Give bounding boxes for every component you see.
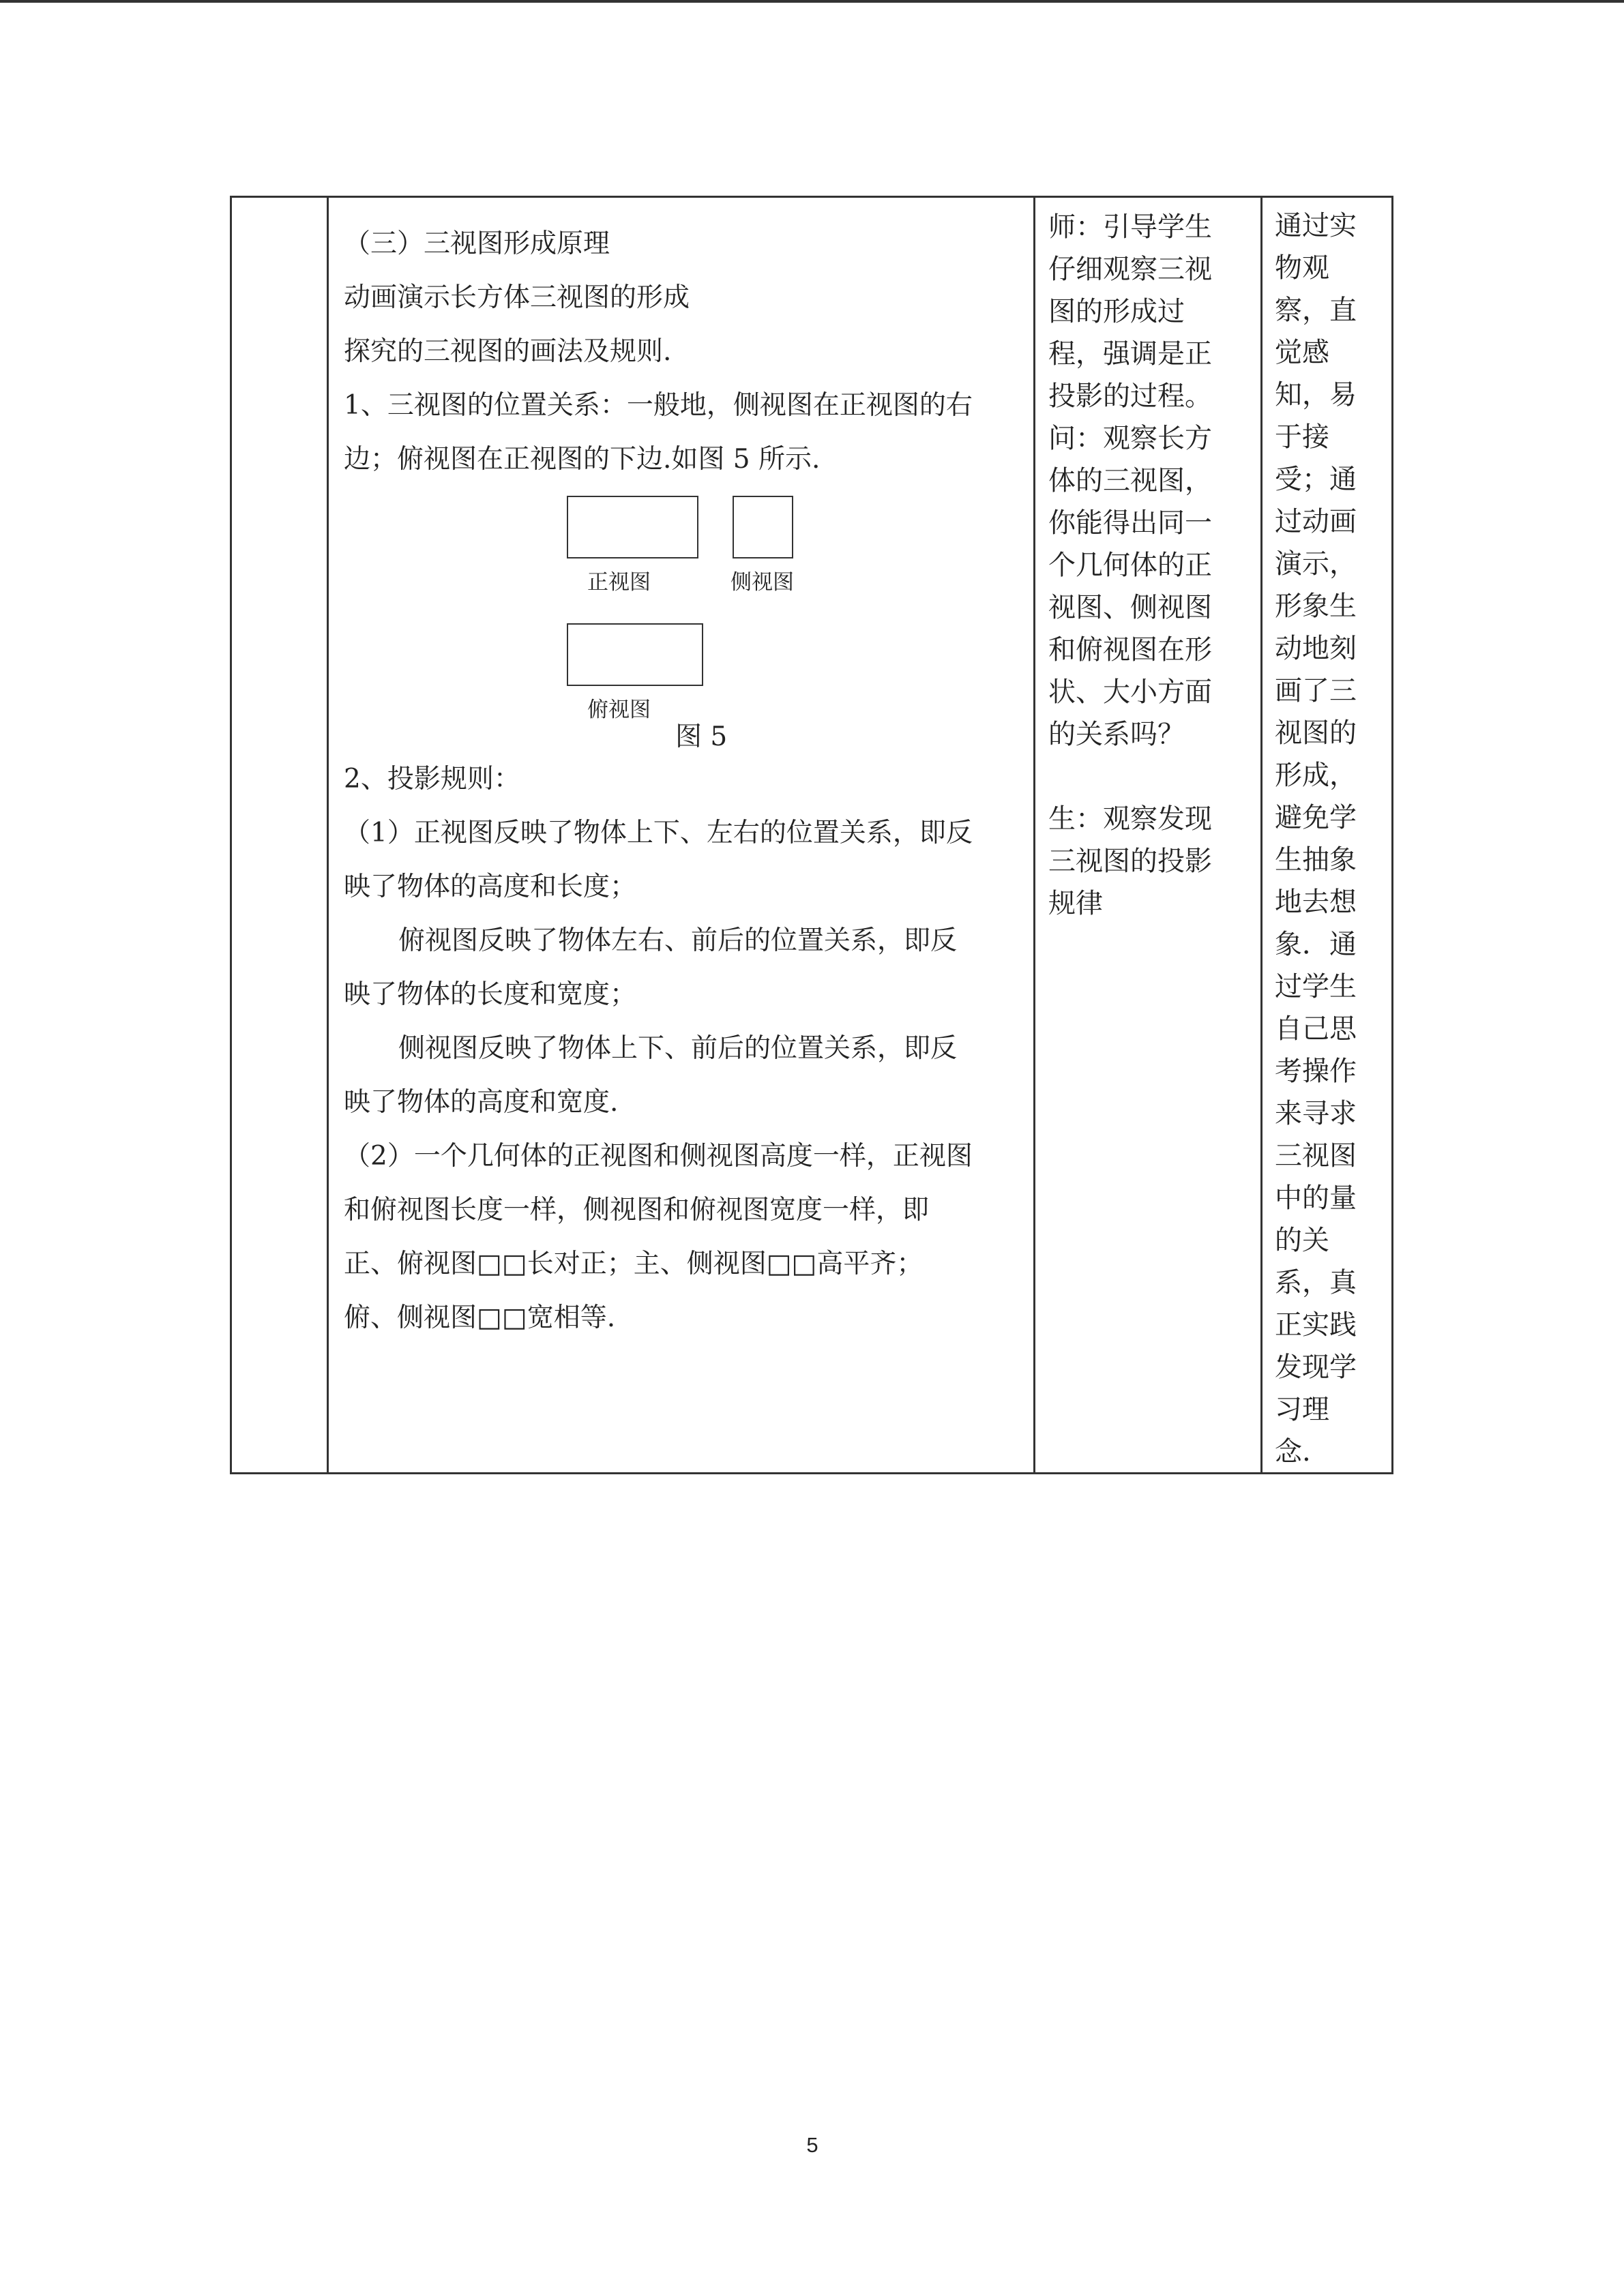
intent-line: 象．通: [1275, 929, 1357, 960]
content-line: 映了物体的高度和宽度.: [344, 1087, 619, 1118]
intent-line: 发现学: [1275, 1352, 1357, 1383]
top-view-label: 俯视图: [587, 698, 651, 722]
teacher-line: 师：引导学生: [1048, 211, 1212, 243]
intent-line: 习理: [1275, 1394, 1329, 1425]
intent-line: 中的量: [1275, 1182, 1357, 1214]
intent-line: 于接: [1275, 421, 1329, 453]
three-views-figure: [344, 486, 1020, 752]
page-number: 5: [806, 2133, 818, 2157]
teacher-line: 视图、侧视图: [1048, 592, 1212, 623]
teacher-line: 你能得出同一: [1048, 507, 1212, 539]
content-line: （1）正视图反映了物体上下、左右的位置关系，即反: [344, 818, 973, 848]
content-line: 正、俯视图□□长对正；主、侧视图□□高平齐；: [344, 1249, 924, 1279]
content-line: 映了物体的长度和宽度；: [344, 979, 637, 1010]
side-view-rectangle: [733, 496, 793, 558]
teacher-line: 仔细观察三视: [1048, 254, 1212, 285]
lesson-table: [230, 196, 1393, 1474]
intent-line: 视图的: [1275, 717, 1357, 749]
teacher-line: 体的三视图，: [1048, 465, 1212, 496]
teacher-line: 图的形成过: [1048, 296, 1185, 327]
content-line: 和俯视图长度一样，侧视图和俯视图宽度一样，即: [344, 1195, 930, 1225]
top-view-rectangle: [567, 623, 703, 686]
teacher-student-column: [1035, 198, 1260, 1472]
intent-line: 觉感: [1275, 337, 1329, 368]
content-line: 1、三视图的位置关系：一般地，侧视图在正视图的右: [344, 390, 973, 421]
intent-line: 生抽象: [1275, 844, 1357, 876]
page-top-border: [0, 0, 1624, 3]
content-line: 探究的三视图的画法及规则.: [344, 336, 672, 367]
intent-line: 受；通: [1275, 464, 1357, 495]
content-line: 俯、侧视图□□宽相等.: [344, 1302, 616, 1333]
intent-line: 考操作: [1275, 1056, 1357, 1087]
intent-line: 形象生: [1275, 591, 1357, 622]
content-line: 俯视图反映了物体左右、前后的位置关系，即反: [398, 925, 958, 956]
content-line: 边；俯视图在正视图的下边.如图 5 所示.: [344, 444, 821, 475]
intent-line: 正实践: [1275, 1309, 1357, 1341]
front-view-label: 正视图: [587, 570, 651, 595]
intent-line: 物观: [1275, 252, 1329, 284]
intent-line: 形成，: [1275, 760, 1357, 791]
student-line: 三视图的投影: [1048, 846, 1212, 877]
intent-line: 的关: [1275, 1225, 1329, 1256]
figure-caption: 图 5: [675, 721, 728, 752]
section-heading: （三）三视图形成原理: [344, 228, 610, 259]
teacher-line: 状、大小方面: [1048, 676, 1212, 708]
intent-line: 演示，: [1275, 548, 1357, 580]
design-intent-column: [1263, 198, 1393, 1472]
side-view-label: 侧视图: [730, 570, 794, 595]
student-line: 生：观察发现: [1048, 803, 1212, 835]
intent-line: 动地刻: [1275, 633, 1357, 664]
content-line: 动画演示长方体三视图的形成: [344, 282, 690, 313]
intent-line: 察，直: [1275, 295, 1357, 326]
student-line: 规律: [1048, 888, 1103, 919]
spacer: [1048, 756, 1254, 798]
intent-line: 念.: [1275, 1436, 1311, 1467]
teacher-line: 投影的过程。: [1048, 381, 1212, 412]
intent-line: 三视图: [1275, 1140, 1357, 1172]
intent-line: 画了三: [1275, 675, 1357, 706]
intent-line: 系，真: [1275, 1267, 1357, 1298]
intent-line: 过动画: [1275, 506, 1357, 537]
teacher-line: 个几何体的正: [1048, 550, 1212, 581]
teacher-line: 程，强调是正: [1048, 338, 1212, 370]
front-view-rectangle: [567, 496, 698, 558]
content-line: 侧视图反映了物体上下、前后的位置关系，即反: [398, 1033, 958, 1064]
content-line: 映了物体的高度和长度；: [344, 871, 637, 902]
teacher-line: 问：观察长方: [1048, 423, 1212, 454]
intent-line: 知，易: [1275, 379, 1357, 411]
content-line: （2）一个几何体的正视图和侧视图高度一样，正视图: [344, 1141, 973, 1172]
teacher-line: 的关系吗？: [1048, 719, 1185, 750]
intent-line: 过学生: [1275, 971, 1357, 1002]
intent-line: 自己思: [1275, 1013, 1357, 1045]
content-column: [329, 198, 1033, 1472]
intent-line: 避免学: [1275, 802, 1357, 833]
content-line: 2、投影规则：: [344, 764, 520, 794]
intent-line: 通过实: [1275, 210, 1357, 241]
teacher-line: 和俯视图在形: [1048, 634, 1212, 666]
intent-line: 地去想: [1275, 886, 1357, 918]
intent-line: 来寻求: [1275, 1098, 1357, 1129]
